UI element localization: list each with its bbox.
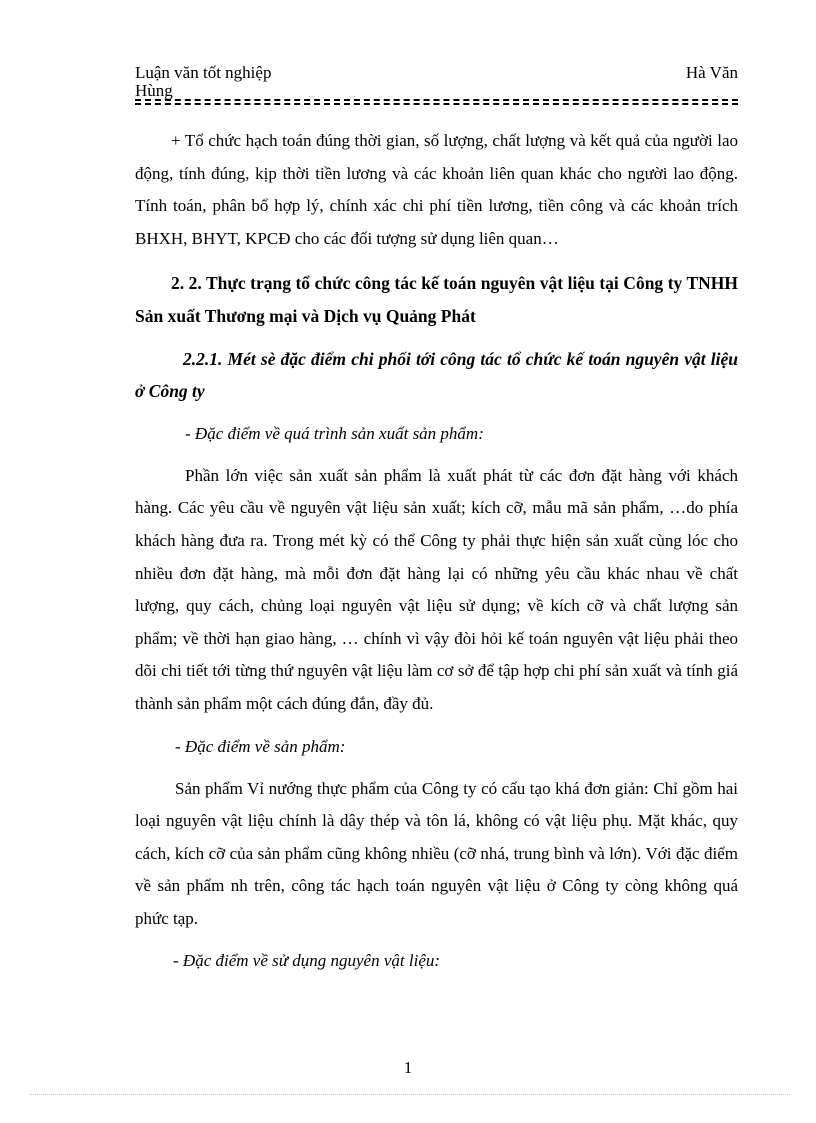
section-heading-2-2: 2. 2. Thực trạng tổ chức công tác kế toán nguyên vật liệu tại Công ty TNHH Sản xuất Thương mại và Dịch vụ Quảng Phát	[135, 273, 738, 326]
header-divider	[135, 99, 738, 101]
header-divider-secondary	[135, 103, 738, 105]
label-material-usage: - Đặc điểm về sử dụng nguyên vật liệu:	[173, 951, 441, 971]
header-thesis-title: Luận văn tốt nghiệp	[135, 63, 272, 82]
section-heading-2-2-1: 2.2.1. Mét sè đặc điểm chi phối tới công tác tổ chức kế toán nguyên vật liệu ở Công ty	[135, 348, 738, 402]
footer-divider	[30, 1094, 790, 1095]
header-author-name-wrap: Hùng	[135, 81, 173, 100]
page-body	[135, 125, 738, 977]
paragraph-production-process: Phần lớn việc sản xuất sản phẩm là xuất phát từ các đơn đặt hàng với khách hàng. Các yêu cầu về nguyên vật liệu sản xuất; kích cỡ, mẫu mã sản phẩm, …do phía khách hàng đưa ra. Trong mét kỳ có thể Công ty phải thực hiện sản xuất cùng lóc cho nhiều đơn đặt hàng, mà mỗi đơn đặt hàng lại có những yêu cầu khác nhau về chất lượng, quy cách, chủng loại nguyên vật liệu sử dụng; về kích cỡ và chất lượng sản phẩm; về thời hạn giao hàng, … chính vì vậy đòi hỏi kế toán nguyên vật liệu phải theo dõi chi tiết tới từng thứ nguyên vật liệu làm cơ sở để tập hợp chi phí sản xuất và tính giá thành sản phẩm một cách đúng đắn, đầy đủ.	[135, 465, 738, 713]
label-production-characteristics: - Đặc điểm về quá trình sản xuất sản phẩm:	[185, 423, 484, 443]
header-author-name: Hà Văn	[685, 63, 738, 82]
page-header	[135, 64, 738, 104]
label-product-characteristics: - Đặc điểm về sản phẩm:	[175, 736, 346, 756]
paragraph-product-description: Sản phẩm Vỉ nướng thực phẩm của Công ty có cấu tạo khá đơn giản: Chỉ gồm hai loại nguyên vật liệu chính là dây thép và tôn lá, không có vật liệu phụ. Mặt khác, quy cách, kích cỡ của sản phẩm cũng không nhiều (cỡ nhá, trung bình và lớn). Với đặc điểm về sản phẩm nh trên, công tác hạch toán nguyên vật liệu ở Công ty còng không quá phức tạp.	[135, 778, 738, 928]
page-number: 1	[403, 1058, 413, 1077]
paragraph-organize-accounting: + Tổ chức hạch toán đúng thời gian, số lượng, chất lượng và kết quả của người lao động, tính đúng, kịp thời tiền lương và các khoản liên quan khác cho người lao động. Tính toán, phân bổ hợp lý, chính xác chi phí tiền lương, tiền công và các khoản trích BHXH, BHYT, KPCĐ cho các đối tượng sử dụng liên quan…	[135, 131, 738, 248]
